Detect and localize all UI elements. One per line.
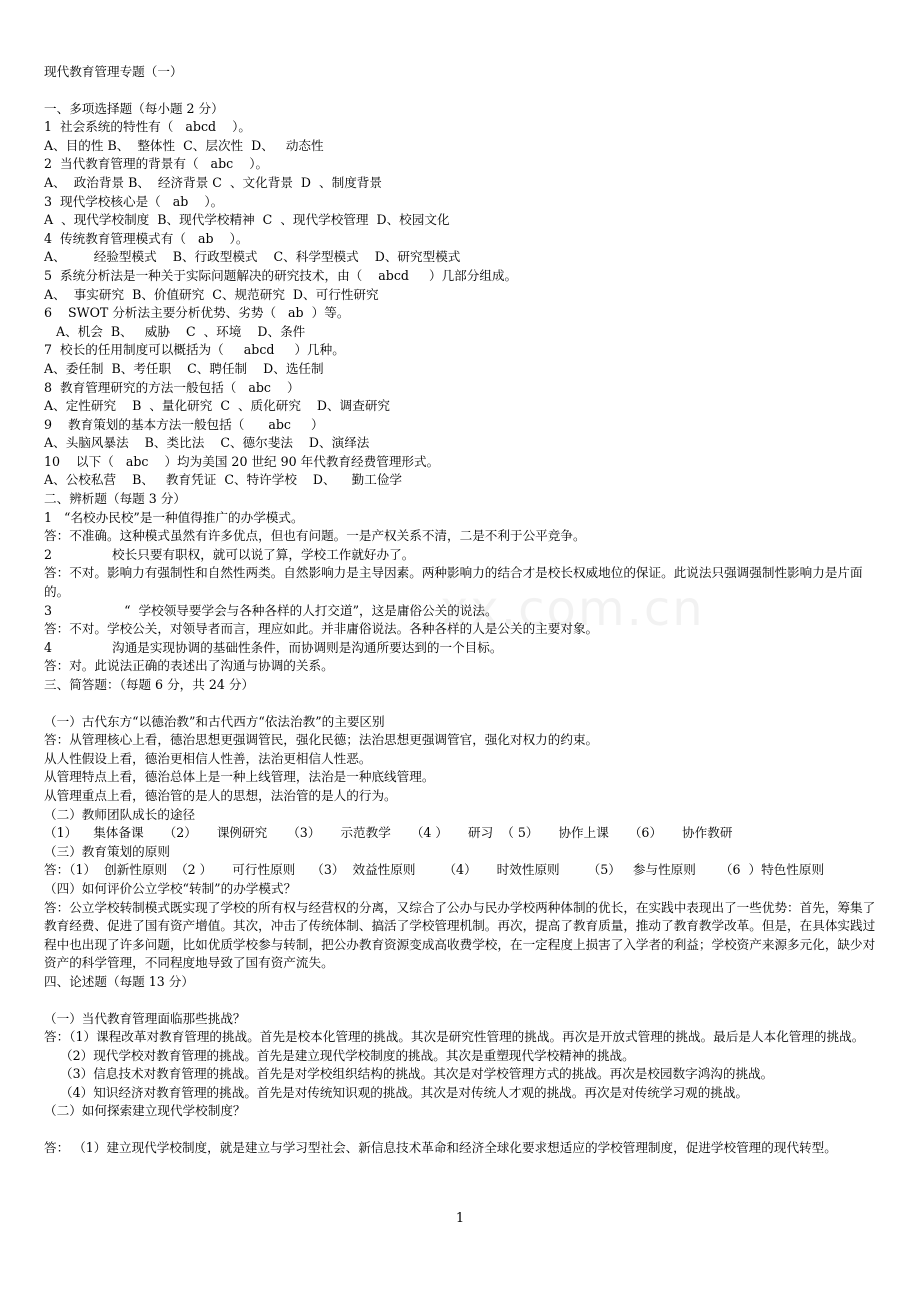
short-answer-text: （1） 集体备课 （2） 课例研究 （3） 示范教学 （4 ） 研习 （ 5） 协作上课 （6） 协作教研 <box>44 825 733 841</box>
options-line: A、机会 B、 威胁 C 、环境 D、条件 <box>44 323 306 339</box>
question-line: 2 当代教育管理的背景有（ abc ）。 <box>44 156 269 172</box>
page-number: 1 <box>455 1211 465 1226</box>
short-answer-question: （四）如何评价公立学校“转制”的办学模式？ <box>44 880 297 896</box>
options-line: A、委任制 B、考任职 C、聘任制 D、选任制 <box>44 360 324 376</box>
discrimination-answer: 答：对。此说法正确的表述出了沟通与协调的关系。 <box>44 658 334 674</box>
short-answer-text: 答：公立学校转制模式既实现了学校的所有权与经营权的分离，又综合了公办与民办学校两种体制的优长，在实践中表现出了一些优势：首先，筹集了教育经费、促进了国有资产增值。其次，冲击了传统体制、搞活了学校管理机制。再次，提高了教育质量，推动了教育教学改革。但是，在具体实践过程中也出现了许多问题，比如优质学校参与转制，把公办教育资源变成高收费学校，在一定程度上损害了入学者的利益；学校资产来源多元化，缺少对资产的科学管理，不同程度地导致了国有资产流失。 <box>44 899 876 971</box>
short-answer-text: 从管理重点上看，德治管的是人的思想，法治管的是人的行为。 <box>44 787 397 803</box>
question-line: 9 教育策划的基本方法一般包括（ abc ） <box>44 416 324 432</box>
discrimination-question: 3 “ 学校领导要学会与各种各样的人打交道”，这是庸俗公关的说法。 <box>44 602 498 618</box>
discrimination-question: 4 沟通是实现协调的基础性条件，而协调则是沟通所要达到的一个目标。 <box>44 639 503 655</box>
section-heading-short-answer: 三、简答题：（每题 6 分，共 24 分） <box>44 677 255 692</box>
essay-answer: （3）信息技术对教育管理的挑战。首先是对学校组织结构的挑战。其次是对学校管理方式的挑战。再次是校园数字鸿沟的挑战。 <box>44 1066 774 1082</box>
document-content <box>44 63 880 1158</box>
short-answer-text: 答：（1） 创新性原则 （2 ） 可行性原则 （3） 效益性原则 （4） 时效性原则 （5） 参与性原则 （6 ）特色性原则 <box>44 862 825 878</box>
section-heading-essay: 四、论述题（每题 13 分） <box>44 973 194 989</box>
essay-answer: 答：（1）课程改革对教育管理的挑战。首先是校本化管理的挑战。其次是研究性管理的挑战。再次是开放式管理的挑战。最后是人本化管理的挑战。 <box>44 1029 865 1045</box>
short-answer-question: （三）教育策划的原则 <box>44 843 170 859</box>
discrimination-answer: 答：不对。影响力有强制性和自然性两类。自然影响力是主导因素。两种影响力的结合才是校长权威地位的保证。此说法只强调强制性影响力是片面的。 <box>44 565 863 600</box>
short-answer-text: 答：从管理核心上看，德治思想更强调管民，强化民德；法治思想更强调管官，强化对权力的约束。 <box>44 732 599 748</box>
discrimination-answer: 答：不准确。这种模式虽然有许多优点，但也有问题。一是产权关系不清，二是不利于公平竞争。 <box>44 528 586 544</box>
essay-answer: 答： （1）建立现代学校制度，就是建立与学习型社会、新信息技术革命和经济全球化要求想适应的学校管理制度，促进学校管理的现代转型。 <box>44 1140 837 1156</box>
question-line: 8 教育管理研究的方法一般包括（ abc ） <box>44 379 300 395</box>
options-line: A、公校私营 B、 教育凭证 C、特许学校 D、 勤工俭学 <box>44 472 403 488</box>
discrimination-question: 1 “名校办民校”是一种值得推广的办学模式。 <box>44 509 304 525</box>
question-line: 3 现代学校核心是（ ab ）。 <box>44 193 224 209</box>
essay-answer: （2）现代学校对教育管理的挑战。首先是建立现代学校制度的挑战。其次是重塑现代学校精神的挑战。 <box>44 1047 635 1063</box>
discrimination-answer: 答：不对。学校公关，对领导者而言，理应如此。并非庸俗说法。各种各样的人是公关的主要对象。 <box>44 621 599 637</box>
options-line: A、 政治背景 B、 经济背景 C 、文化背景 D 、制度背景 <box>44 174 382 190</box>
options-line: A、目的性 B、 整体性 C、层次性 D、 动态性 <box>44 137 324 153</box>
question-line: 5 系统分析法是一种关于实际问题解决的研究技术，由（ abcd ）几部分组成。 <box>44 267 518 283</box>
document-title: 现代教育管理专题（一） <box>44 64 183 79</box>
short-answer-question: （二）教师团队成长的途径 <box>44 806 196 822</box>
discrimination-question: 2 校长只要有职权，就可以说了算，学校工作就好办了。 <box>44 546 415 562</box>
short-answer-question: （一）古代东方“以德治教”和古代西方“依法治教”的主要区别 <box>44 713 385 729</box>
options-line: A 、现代学校制度 B、现代学校精神 C 、现代学校管理 D、校园文化 <box>44 212 450 228</box>
essay-question: （二）如何探索建立现代学校制度？ <box>44 1103 246 1119</box>
essay-answer: （4）知识经济对教育管理的挑战。首先是对传统知识观的挑战。其次是对传统人才观的挑战。再次是对传统学习观的挑战。 <box>44 1084 749 1100</box>
section-heading-discrimination: 二、辨析题（每题 3 分） <box>44 491 186 507</box>
question-line: 6 SWOT 分析法主要分析优势、劣势（ ab ）等。 <box>44 305 350 321</box>
options-line: A、定性研究 B 、量化研究 C 、质化研究 D、调查研究 <box>44 398 391 414</box>
question-line: 10 以下（ abc ）均为美国 20 世纪 90 年代教育经费管理形式。 <box>44 453 440 469</box>
question-line: 4 传统教育管理模式有（ ab ）。 <box>44 230 249 246</box>
options-line: A、头脑风暴法 B、类比法 C、德尔斐法 D、演绎法 <box>44 435 370 451</box>
options-line: A、 经验型模式 B、行政型模式 C、科学型模式 D、研究型模式 <box>44 249 461 265</box>
section-heading-multiple-choice: 一、多项选择题（每小题 2 分） <box>44 100 224 116</box>
short-answer-text: 从管理特点上看，德治总体上是一种上线管理，法治是一种底线管理。 <box>44 769 435 785</box>
watermark: xx.com.cn <box>440 581 705 637</box>
short-answer-text: 从人性假设上看，德治更相信人性善，法治更相信人性恶。 <box>44 750 372 766</box>
question-line: 7 校长的任用制度可以概括为（ abcd ）几种。 <box>44 342 345 358</box>
options-line: A、 事实研究 B、价值研究 C、规范研究 D、可行性研究 <box>44 286 379 302</box>
essay-question: （一）当代教育管理面临那些挑战？ <box>44 1010 246 1026</box>
question-line: 1 社会系统的特性有（ abcd ）。 <box>44 119 251 135</box>
